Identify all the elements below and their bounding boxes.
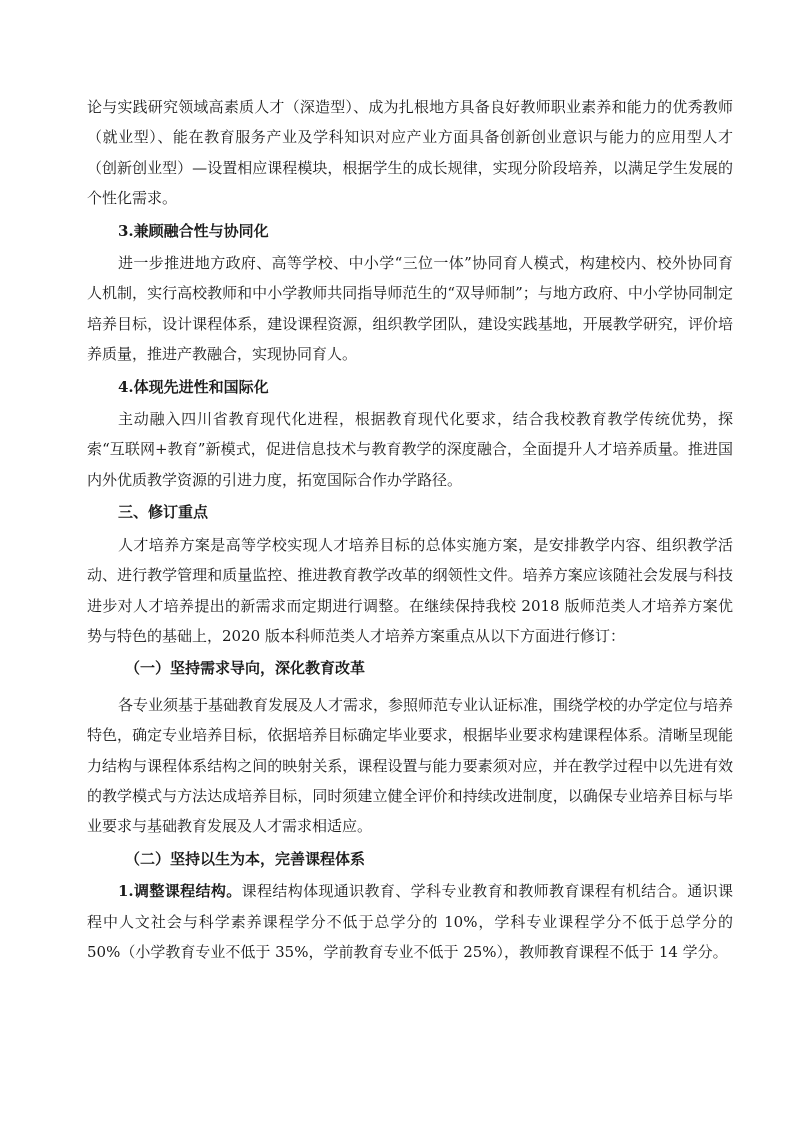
course-structure-text: 课程结构体现通识教育、学科专业教育和教师教育课程有机结合。通识课程中人文社会与科学素养课程学分不低于总学分的 10%，学科专业课程学分不低于总学分的 50%（小学教育专业不低于 35%，学前教育专业不低于 25%），教师教育课程不低于 14 学分。 bbox=[87, 882, 733, 961]
heading-3: 3.兼顾融合性与协同化 bbox=[118, 221, 269, 240]
heading-4: 4.体现先进性和国际化 bbox=[118, 377, 269, 396]
subsection-title-2: （二）坚持以生为本，完善课程体系 bbox=[125, 849, 366, 868]
subsection-title-1: （一）坚持需求导向，深化教育改革 bbox=[125, 659, 366, 678]
course-structure-lead: 1.调整课程结构。 bbox=[118, 882, 242, 901]
paragraph-course-structure bbox=[87, 876, 733, 967]
paragraph-revision-intro: 人才培养方案是高等学校实现人才培养目标的总体实施方案，是安排教学内容、组织教学活动、进行教学管理和质量监控、推进教育教学改革的纲领性文件。培养方案应该随社会发展与科技进步对人才培养提出的新需求而定期进行调整。在继续保持我校 2018 版师范类人才培养方案优势与特色的基础上，2020 版本科师范类人才培养方案重点从以下方面进行修订： bbox=[87, 535, 733, 645]
paragraph-demand-oriented: 各专业须基于基础教育发展及人才需求，参照师范专业认证标准，围绕学校的办学定位与培养特色，确定专业培养目标，依据培养目标确定毕业要求，根据毕业要求构建课程体系。清晰呈现能力结构与课程体系结构之间的映射关系，课程设置与能力要素须对应，并在教学过程中以先进有效的教学模式与方法达成培养目标，同时须建立健全评价和持续改进制度，以确保专业培养目标与毕业要求与基础教育发展及人才需求相适应。 bbox=[87, 695, 734, 836]
page-content bbox=[87, 92, 733, 967]
paragraph-internationalization: 主动融入四川省教育现代化进程，根据教育现代化要求，结合我校教育教学传统优势，探索“互联网+教育”新模式，促进信息技术与教育教学的深度融合，全面提升人才培养质量。推进国内外优质教学资源的引进力度，拓宽国际合作办学路径。 bbox=[87, 410, 733, 489]
paragraph-collaboration: 进一步推进地方政府、高等学校、中小学“三位一体”协同育人模式，构建校内、校外协同育人机制，实行高校教师和中小学教师共同指导师范生的“双导师制”；与地方政府、中小学协同制定培养目标，设计课程体系，建设课程资源，组织教学团队，建设实践基地，开展教学研究，评价培养质量，推进产教融合，实现协同育人。 bbox=[87, 254, 733, 364]
section-title-revision-focus: 三、修订重点 bbox=[118, 503, 209, 522]
paragraph-continuation: 论与实践研究领域高素质人才（深造型）、成为扎根地方具备良好教师职业素养和能力的优秀教师（就业型）、能在教育服务产业及学科知识对应产业方面具备创新创业意识与能力的应用型人才（创新创业型）—设置相应课程模块，根据学生的成长规律，实现分阶段培养，以满足学生发展的个性化需求。 bbox=[87, 98, 733, 208]
